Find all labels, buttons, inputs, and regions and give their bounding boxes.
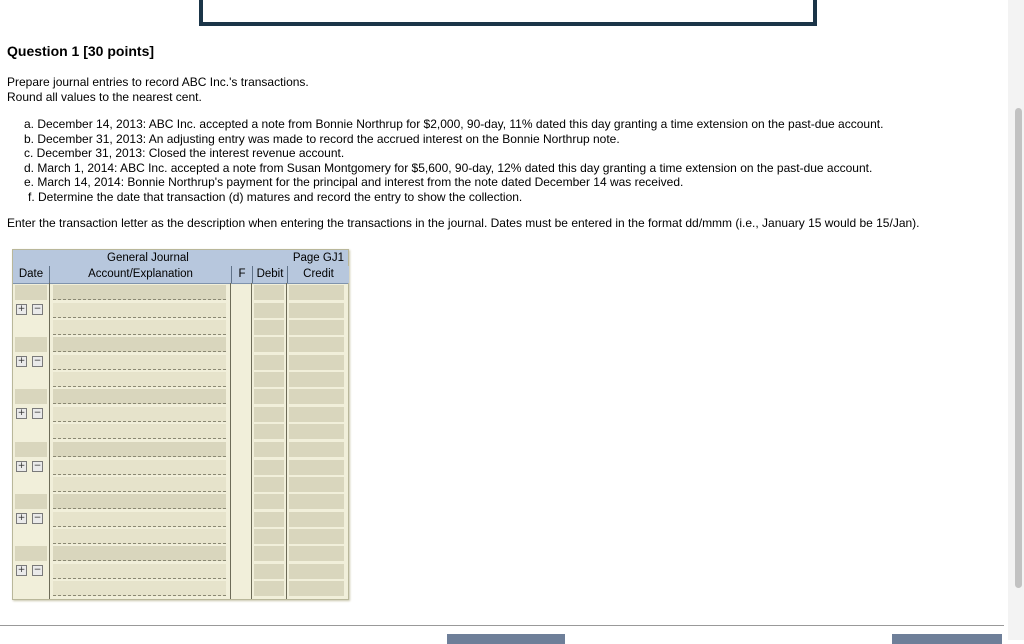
credit-input[interactable] bbox=[289, 389, 344, 404]
vertical-scrollbar[interactable] bbox=[1008, 0, 1024, 640]
credit-input[interactable] bbox=[289, 320, 344, 335]
account-underline bbox=[53, 320, 226, 335]
journal-entry bbox=[13, 337, 348, 389]
folio-cell bbox=[234, 303, 248, 318]
transaction-list bbox=[24, 117, 883, 204]
transaction-item: a. December 14, 2013: ABC Inc. accepted a note from Bonnie Northrup for $2,000, 90-day, 11% dated this day granting a time extension on the past-due account. bbox=[24, 117, 884, 131]
credit-input[interactable] bbox=[289, 285, 344, 300]
debit-input[interactable] bbox=[254, 407, 284, 422]
top-panel-frame bbox=[199, 0, 817, 26]
account-underline bbox=[53, 372, 226, 387]
account-input[interactable] bbox=[53, 477, 226, 492]
folio-cell bbox=[234, 512, 248, 527]
nav-button[interactable] bbox=[447, 634, 565, 644]
row-controls bbox=[16, 461, 44, 472]
account-input[interactable] bbox=[53, 460, 226, 475]
debit-input[interactable] bbox=[254, 494, 284, 509]
question-title: Question 1 [30 points] bbox=[7, 43, 155, 59]
debit-input[interactable] bbox=[254, 581, 284, 596]
transaction-item: b. December 31, 2013: An adjusting entry was made to record the accrued interest on the Bonnie Northrup note. bbox=[24, 131, 620, 146]
folio-cell bbox=[234, 581, 248, 596]
column-header-credit: Credit bbox=[287, 266, 349, 283]
column-header-account: Account/Explanation bbox=[49, 266, 231, 283]
credit-input[interactable] bbox=[289, 372, 344, 387]
folio-cell bbox=[234, 355, 248, 370]
account-underline bbox=[53, 337, 226, 352]
column-header-date: Date bbox=[13, 266, 49, 283]
nav-button[interactable] bbox=[892, 634, 1002, 644]
remove-row-icon[interactable]: − bbox=[33, 512, 42, 523]
credit-input[interactable] bbox=[289, 424, 344, 439]
transaction-item: e. March 14, 2014: Bonnie Northrup's payment for the principal and interest from the note dated December 14 was received. bbox=[24, 175, 684, 189]
account-input[interactable] bbox=[53, 494, 226, 509]
debit-input[interactable] bbox=[254, 355, 284, 370]
journal-entry bbox=[13, 546, 348, 598]
account-underline bbox=[53, 546, 226, 561]
account-input[interactable] bbox=[53, 337, 226, 352]
debit-input[interactable] bbox=[254, 337, 284, 352]
credit-input[interactable] bbox=[289, 494, 344, 509]
folio-cell bbox=[234, 546, 248, 561]
folio-cell bbox=[234, 407, 248, 422]
row-controls bbox=[16, 565, 44, 576]
question-intro bbox=[7, 75, 309, 105]
debit-input[interactable] bbox=[254, 529, 284, 544]
transaction-item: c. December 31, 2013: Closed the interest revenue account. bbox=[24, 146, 345, 160]
account-underline bbox=[53, 303, 226, 318]
account-underline bbox=[53, 460, 226, 475]
remove-row-icon[interactable]: − bbox=[33, 356, 42, 367]
debit-input[interactable] bbox=[254, 320, 284, 335]
journal-column-headers bbox=[13, 266, 348, 284]
transaction-item: d. March 1, 2014: ABC Inc. accepted a note from Susan Montgomery for $5,600, 90-day, 12% dated this day granting a time extension on the past-due account. bbox=[24, 160, 873, 175]
journal-entry bbox=[13, 494, 348, 546]
account-underline bbox=[53, 494, 226, 509]
date-input[interactable] bbox=[15, 389, 47, 404]
account-input[interactable] bbox=[53, 407, 226, 422]
journal-instructions: Enter the transaction letter as the description when entering the transactions in the journal. Dates must be entered in the format dd/mmm (i.e., January 15 would be 15/Jan). bbox=[7, 216, 920, 230]
credit-input[interactable] bbox=[289, 355, 344, 370]
journal-entry bbox=[13, 442, 348, 494]
remove-row-icon[interactable]: − bbox=[33, 460, 42, 471]
credit-input[interactable] bbox=[289, 460, 344, 475]
account-input[interactable] bbox=[53, 355, 226, 370]
add-row-icon[interactable]: + bbox=[17, 512, 26, 523]
folio-cell bbox=[234, 494, 248, 509]
account-input[interactable] bbox=[53, 320, 226, 335]
credit-input[interactable] bbox=[289, 442, 344, 457]
credit-input[interactable] bbox=[289, 529, 344, 544]
debit-input[interactable] bbox=[254, 512, 284, 527]
add-row-icon[interactable]: + bbox=[17, 565, 26, 575]
folio-cell bbox=[234, 285, 248, 300]
account-underline bbox=[53, 564, 226, 579]
account-input[interactable] bbox=[53, 389, 226, 404]
folio-cell bbox=[234, 424, 248, 439]
account-input[interactable] bbox=[53, 512, 226, 527]
account-input[interactable] bbox=[53, 529, 226, 544]
folio-cell bbox=[234, 389, 248, 404]
journal-title: General Journal bbox=[107, 252, 189, 264]
transaction-item: f. Determine the date that transaction (d) matures and record the entry to show the collection. bbox=[28, 189, 523, 204]
credit-input[interactable] bbox=[289, 337, 344, 352]
credit-input[interactable] bbox=[289, 512, 344, 527]
debit-input[interactable] bbox=[254, 285, 284, 300]
remove-row-icon[interactable]: − bbox=[33, 304, 42, 314]
account-underline bbox=[53, 285, 226, 300]
folio-cell bbox=[234, 442, 248, 457]
debit-input[interactable] bbox=[254, 460, 284, 475]
folio-cell bbox=[234, 564, 248, 579]
date-input[interactable] bbox=[15, 442, 47, 457]
credit-input[interactable] bbox=[289, 581, 344, 596]
debit-input[interactable] bbox=[254, 442, 284, 457]
account-underline bbox=[53, 355, 226, 370]
account-underline bbox=[53, 424, 226, 439]
row-controls bbox=[16, 513, 44, 524]
date-input[interactable] bbox=[15, 337, 47, 352]
divider bbox=[0, 625, 1004, 626]
remove-row-icon[interactable]: − bbox=[33, 408, 42, 419]
folio-cell bbox=[234, 460, 248, 475]
folio-cell bbox=[234, 320, 248, 335]
account-underline bbox=[53, 477, 226, 492]
row-controls bbox=[16, 408, 44, 419]
debit-input[interactable] bbox=[254, 424, 284, 439]
account-underline bbox=[53, 581, 226, 596]
account-input[interactable] bbox=[53, 285, 226, 300]
credit-input[interactable] bbox=[289, 564, 344, 579]
debit-input[interactable] bbox=[254, 303, 284, 318]
account-underline bbox=[53, 407, 226, 422]
scrollbar-thumb[interactable] bbox=[1015, 108, 1022, 588]
folio-cell bbox=[234, 337, 248, 352]
account-input[interactable] bbox=[53, 372, 226, 387]
date-input[interactable] bbox=[15, 546, 47, 561]
journal-page-number: Page GJ1 bbox=[292, 252, 344, 264]
date-input[interactable] bbox=[15, 285, 47, 300]
general-journal bbox=[12, 249, 349, 600]
row-controls bbox=[16, 356, 44, 367]
account-underline bbox=[53, 442, 226, 457]
account-input[interactable] bbox=[53, 581, 226, 596]
credit-input[interactable] bbox=[289, 477, 344, 492]
account-underline bbox=[53, 389, 226, 404]
intro-line: Prepare journal entries to record ABC Inc.'s transactions. bbox=[7, 75, 309, 89]
row-controls bbox=[16, 304, 44, 315]
date-input[interactable] bbox=[15, 494, 47, 509]
credit-input[interactable] bbox=[289, 303, 344, 318]
account-input[interactable] bbox=[53, 564, 226, 579]
add-row-icon[interactable]: + bbox=[17, 460, 26, 471]
debit-input[interactable] bbox=[254, 389, 284, 404]
column-header-debit: Debit bbox=[252, 266, 287, 283]
account-input[interactable] bbox=[53, 303, 226, 318]
column-header-f: F bbox=[231, 266, 252, 283]
debit-input[interactable] bbox=[254, 477, 284, 492]
debit-input[interactable] bbox=[254, 546, 284, 561]
folio-cell bbox=[234, 372, 248, 387]
add-row-icon[interactable]: + bbox=[17, 356, 26, 367]
add-row-icon[interactable]: + bbox=[17, 304, 26, 314]
folio-cell bbox=[234, 477, 248, 492]
account-input[interactable] bbox=[53, 442, 226, 457]
folio-cell bbox=[234, 529, 248, 544]
account-underline bbox=[53, 529, 226, 544]
account-underline bbox=[53, 512, 226, 527]
account-input[interactable] bbox=[53, 424, 226, 439]
credit-input[interactable] bbox=[289, 407, 344, 422]
add-row-icon[interactable]: + bbox=[17, 408, 26, 419]
remove-row-icon[interactable]: − bbox=[33, 565, 42, 575]
credit-input[interactable] bbox=[289, 546, 344, 561]
journal-entry bbox=[13, 285, 348, 337]
debit-input[interactable] bbox=[254, 564, 284, 579]
intro-line: Round all values to the nearest cent. bbox=[7, 90, 202, 104]
journal-header bbox=[13, 250, 348, 266]
account-input[interactable] bbox=[53, 546, 226, 561]
journal-entry bbox=[13, 389, 348, 441]
debit-input[interactable] bbox=[254, 372, 284, 387]
